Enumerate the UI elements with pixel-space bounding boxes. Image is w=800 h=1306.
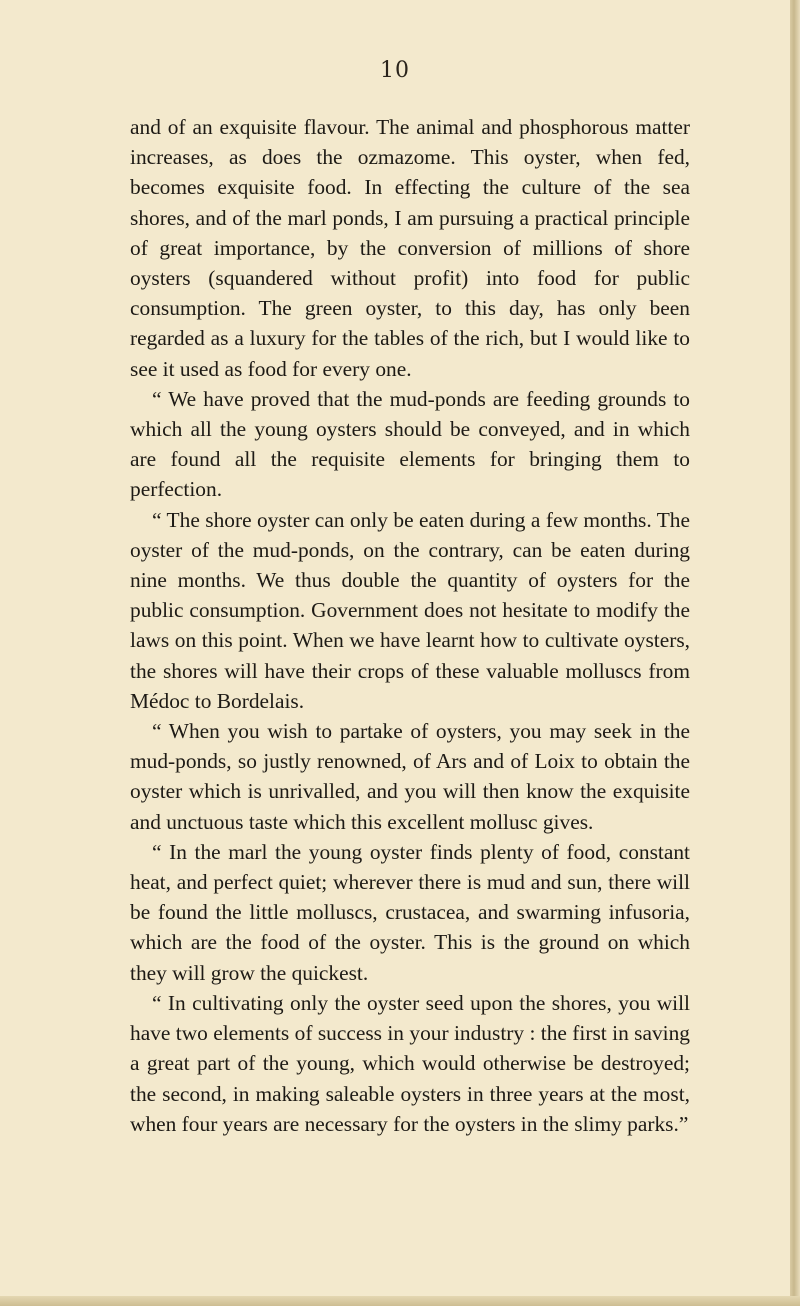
- page-bottom-shadow: [0, 1296, 800, 1306]
- paragraph-3: “ The shore oyster can only be eaten during a few months. The oyster of the mud-ponds, on the contrary, can be eaten during nine months. We thus double the quantity of oysters for the public consumption. Government does not hesitate to modify the laws on this point. When we have learnt how to cultivate oysters, the shores will have their crops of these valuable molluscs from Médoc to Bordelais.: [130, 507, 690, 713]
- body-text: [130, 112, 690, 1139]
- paragraph-5: “ In the marl the young oyster finds plenty of food, constant heat, and perfect quiet; wherever there is mud and sun, there will be found the little molluscs, crustacea, and swarming infusoria, which are the food of the oyster. This is the ground on which they will grow the quickest.: [130, 839, 690, 985]
- paragraph-4: “ When you wish to partake of oysters, you may seek in the mud-ponds, so justly renowned, of Ars and of Loix to obtain the oyster which is unrivalled, and you will then know the exquisite and unctuous taste which this excellent mollusc gives.: [130, 719, 690, 834]
- paragraph-1: and of an exquisite flavour. The animal and phosphorous matter increases, as does the ozmazome. This oyster, when fed, becomes exquisite food. In effecting the culture of the sea shores, and of the marl ponds, I am pursuing a practical principle of great importance, by the conversion of millions of shore oysters (squandered without profit) into food for public consumption. The green oyster, to this day, has only been regarded as a luxury for the tables of the rich, but I would like to see it used as food for every one.: [130, 115, 690, 381]
- paragraph-2: “ We have proved that the mud-ponds are feeding grounds to which all the young oysters should be conveyed, and in which are found all the requisite elements for bringing them to perfection.: [130, 386, 690, 502]
- page-right-edge-shadow: [790, 0, 800, 1306]
- page-number: 10: [380, 58, 410, 83]
- paragraph-6: “ In cultivating only the oyster seed upon the shores, you will have two elements of success in your industry : the first in saving a great part of the young, which would otherwise be destroyed; the second, in making saleable oysters in three years at the most, when four years are necessary for the oysters in the slimy parks.”: [130, 990, 690, 1136]
